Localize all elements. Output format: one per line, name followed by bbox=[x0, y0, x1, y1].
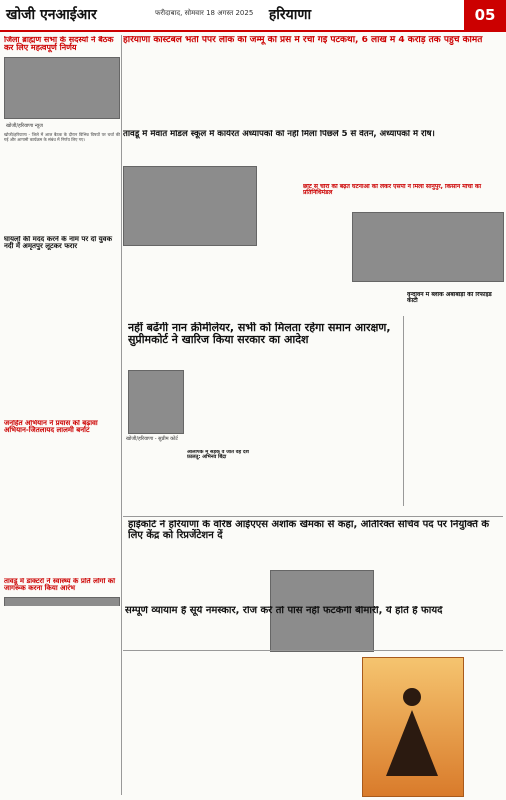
story-left2 bbox=[4, 236, 120, 262]
headline-left2: घायलों की मदद करने के नाम पर दो युवक नदी में अमृतपुर लूटकर फरार bbox=[4, 236, 112, 251]
headline-left3: जनहित अभियान ने प्रयास को बढ़ावा अभियान-जितलायद लालमी बर्नाट bbox=[4, 420, 98, 435]
section-title: हरियाणा bbox=[268, 7, 312, 23]
caption-left1: खोजी/हरियाणा न्यूज bbox=[6, 123, 43, 129]
story-left1 bbox=[4, 36, 120, 122]
headline-iaas: हाईकोर्ट ने हरियाणा के वरिष्ठ आईएएस अशोक खेमका से कहा, अतिरिक्त सचिव पद पर नियुक्ति के लिए केंद्र को रिप्रजेंटेशन दें bbox=[128, 520, 490, 541]
photo-yoga bbox=[362, 657, 464, 797]
left1-body-text: खोजी/हरियाणा - जिले में आज बैठक के दौरान विभिन्न विषयों पर चर्चा की गई और आगामी कार्यक्रम के संबंध में निर्णय लिए गए। bbox=[4, 132, 120, 143]
headline-left4: तावडू में डाक्टरों ने स्वास्थ्य के प्रति लोगों को जागरूक करना किया आरंभ bbox=[4, 578, 116, 593]
story-left4 bbox=[4, 578, 120, 606]
story-yoga bbox=[125, 606, 500, 648]
caption-court: खोजी/हरियाणा - सुप्रीम कोर्ट bbox=[126, 436, 178, 442]
headline-left1: जिला ब्राह्मण सभा के सदस्यों ने बैठक कर लिए महत्वपूर्ण निर्णय bbox=[4, 36, 114, 53]
photo-mewat bbox=[123, 166, 257, 246]
paper-name: खोजी एनआईआर bbox=[6, 7, 97, 23]
column-divider bbox=[121, 35, 122, 795]
story-farmers bbox=[303, 184, 503, 212]
headline-mewat: तावडू में मेवात मॉडल स्कूल में कार्यरत अध्यापकों को नहीं मिला पिछले 5 से वेतन, अध्यापकों में रोष। bbox=[123, 130, 435, 139]
story-court bbox=[128, 322, 404, 362]
story-mewat bbox=[123, 130, 441, 162]
photo-left1 bbox=[4, 57, 120, 119]
dateline: फरीदाबाद, सोमवार 18 अगस्त 2025 bbox=[155, 9, 254, 17]
left1-body bbox=[4, 132, 120, 222]
page-number: 05 bbox=[464, 0, 506, 30]
headline-top: हरियाणा कांस्टेबल भर्ती पेपर लीक की जम्मू की प्रेस में रची गई पटकथा, 6 लाख में 4 करोड़ तक पहुंचे कीमत bbox=[123, 36, 483, 45]
headline-court: नहीं बढेंगी नान क्रीमीलेयर, सभी को मिलता रहेगा समान आरक्षण, सुप्रीमकोर्ट ने खारिज किया सरकार का आदेश bbox=[128, 322, 391, 346]
column-divider-2 bbox=[403, 316, 404, 506]
story-left3 bbox=[4, 420, 120, 446]
photo-left4 bbox=[4, 597, 120, 606]
story-iaas bbox=[128, 520, 502, 562]
story-rural bbox=[407, 292, 502, 312]
photo-court bbox=[128, 370, 184, 434]
rule-low bbox=[123, 650, 503, 651]
headline-subhead: ओलंपिक में सड़क व जीते वह देश फ़ालतू: अभिनव बिंद्रा bbox=[187, 450, 249, 461]
rule-mid bbox=[123, 516, 503, 517]
headline-yoga: सम्पूर्ण व्यायाम है सूर्य नमस्कार, रोज करें तो पास नहीं फटकेगी बीमारी, ये होते हैं फायदे bbox=[125, 606, 443, 616]
photo-farmers bbox=[352, 212, 504, 282]
masthead bbox=[0, 0, 506, 32]
headline-rural: वृन्दावन में ब्लाक अंबाबाड़ी की रिफाइंड काटी bbox=[407, 292, 492, 305]
story-subhead bbox=[187, 450, 259, 468]
story-top bbox=[123, 36, 503, 64]
headline-farmers: छोटे से चोरी की बढ़त घटनाओं को लेकर एसपी ने मिला सानुपुर, किसान मोर्चा का प्रतिनिधिमंडल bbox=[303, 184, 482, 197]
rule-top bbox=[0, 31, 506, 32]
